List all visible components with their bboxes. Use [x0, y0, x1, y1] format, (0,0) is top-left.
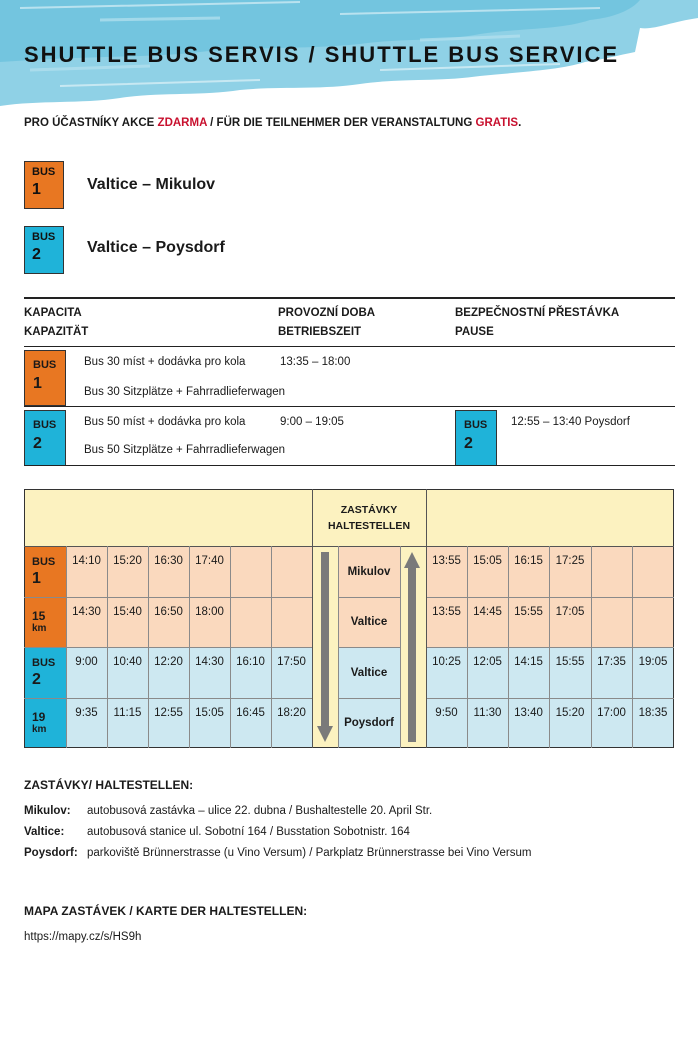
page-title: SHUTTLE BUS SERVIS / SHUTTLE BUS SERVICE: [24, 42, 620, 67]
time-cell: 13:55: [432, 606, 461, 618]
grid-line: [400, 546, 401, 748]
grid-line: [24, 747, 674, 748]
time-cell: 15:05: [473, 555, 502, 567]
time-cell: 14:15: [514, 656, 543, 668]
time-cell: 12:05: [473, 656, 502, 668]
timetable: [24, 489, 674, 748]
time-cell: 16:30: [154, 555, 183, 567]
time-cell: [591, 597, 632, 627]
time-cell: [230, 546, 271, 576]
grid-line: [24, 647, 312, 648]
bus-1-label: BUS 1: [32, 555, 56, 587]
time-cell: 10:25: [432, 656, 461, 668]
capacity-header-rule: [24, 346, 675, 347]
capacity-bus-2-de: Bus 50 Sitzplätze + Fahrradlieferwagen: [84, 444, 286, 456]
time-cell: [230, 597, 271, 627]
grid-line: [591, 546, 592, 748]
grid-line: [338, 546, 339, 748]
time-cell: 10:40: [113, 656, 142, 668]
time-cell: 9:50: [435, 707, 458, 719]
capacity-bus-1-cz: Bus 30 míst + dodávka pro kola: [84, 356, 246, 368]
grid-line: [189, 546, 190, 748]
time-cell: 17:25: [555, 555, 585, 567]
time-cell: 14:10: [72, 555, 101, 567]
route-name-2: Valtice – Poysdorf: [87, 239, 225, 256]
stop-info-mikulov: Mikulov: autobusová zastávka – ulice 22. dubna / Bushaltestelle 20. April Str.: [24, 805, 433, 817]
grid-line: [426, 489, 427, 748]
time-cell: 13:55: [432, 555, 461, 567]
grid-line: [673, 489, 674, 748]
stop-name: Poysdorf: [344, 717, 394, 729]
arrow-up-icon: [404, 552, 420, 742]
time-cell: 17:05: [555, 606, 585, 618]
time-cell: 19:05: [638, 656, 668, 668]
arrow-down-icon: [317, 552, 333, 742]
time-cell: 15:40: [113, 606, 142, 618]
map-link[interactable]: https://mapy.cz/s/HS9h: [24, 931, 142, 943]
time-cell: 14:30: [195, 656, 224, 668]
grid-line: [271, 546, 272, 748]
grid-line: [230, 546, 231, 748]
capacity-bus-2-cz: Bus 50 míst + dodávka pro kola: [84, 416, 246, 428]
bus-1-distance: 15 km: [32, 608, 47, 635]
time-cell: [271, 597, 312, 627]
time-cell: 9:35: [75, 707, 98, 719]
grid-line: [312, 489, 313, 748]
time-cell: 17:00: [597, 707, 626, 719]
route-name-1: Valtice – Mikulov: [87, 176, 216, 193]
grid-line: [107, 546, 108, 748]
grid-line: [338, 698, 400, 699]
stops-header: ZASTÁVKY HALTESTELLEN: [327, 503, 411, 532]
grid-line: [338, 647, 400, 648]
stop-info-valtice: Valtice: autobusová stanice ul. Sobotní 164 / Busstation Sobotnistr. 164: [24, 826, 410, 838]
time-cell: 18:00: [195, 606, 224, 618]
grid-line: [632, 546, 633, 748]
stops-section-title: ZASTÁVKY/ HALTESTELLEN:: [24, 778, 194, 792]
grid-line: [66, 546, 67, 748]
time-cell: 12:55: [154, 707, 183, 719]
time-cell: 16:15: [514, 555, 543, 567]
grid-line: [24, 489, 674, 490]
stop-info-poysdorf: Poysdorf: parkoviště Brünnerstrasse (u Vino Versum) / Parkplatz Brünnerstrasse bei Vino Versum: [24, 847, 532, 859]
grid-line: [426, 647, 674, 648]
capacity-bus-1-de: Bus 30 Sitzplätze + Fahrradlieferwagen: [84, 386, 286, 398]
time-cell: 16:10: [236, 656, 265, 668]
grid-line: [426, 698, 674, 699]
capacity-bottom-rule: [24, 465, 675, 466]
time-cell: 9:00: [75, 656, 98, 668]
time-cell: [591, 546, 632, 576]
grid-line: [508, 546, 509, 748]
time-cell: 14:45: [473, 606, 502, 618]
capacity-top-rule: [24, 297, 675, 299]
grid-line: [338, 597, 400, 598]
grid-line: [24, 698, 312, 699]
capacity-bus-1-badge: BUS 1: [24, 350, 66, 406]
time-cell: 17:35: [597, 656, 626, 668]
time-cell: [271, 546, 312, 576]
capacity-bus-1-time: 13:35 – 18:00: [280, 356, 351, 368]
time-cell: 12:20: [154, 656, 183, 668]
time-cell: [632, 597, 674, 627]
bus-2-distance: 19 km: [32, 709, 47, 736]
grid-line: [467, 546, 468, 748]
capacity-row-rule: [24, 406, 675, 407]
pause-bus-2-time: 12:55 – 13:40 Poysdorf: [511, 416, 630, 428]
grid-line: [426, 597, 674, 598]
time-cell: 15:55: [514, 606, 543, 618]
time-cell: 11:15: [113, 707, 142, 719]
grid-line: [549, 546, 550, 748]
time-cell: 16:45: [236, 707, 265, 719]
operating-time-header: PROVOZNÍ DOBA BETRIEBSZEIT: [278, 307, 376, 338]
time-cell: 15:20: [555, 707, 585, 719]
grid-line: [24, 489, 25, 748]
time-cell: 18:35: [638, 707, 668, 719]
time-cell: 15:05: [195, 707, 224, 719]
time-cell: [632, 546, 674, 576]
time-cell: 13:40: [514, 707, 543, 719]
free-highlight-de: GRATIS: [475, 117, 519, 129]
time-cell: 14:30: [72, 606, 101, 618]
capacity-bus-2-time: 9:00 – 19:05: [280, 416, 344, 428]
route-badge-bus-1: BUS 1: [24, 161, 64, 209]
time-cell: 17:50: [277, 656, 306, 668]
bus-2-label: BUS 2: [32, 656, 56, 688]
time-cell: 15:20: [113, 555, 142, 567]
stop-name: Valtice: [350, 666, 388, 679]
stop-name: Mikulov: [347, 565, 391, 578]
time-cell: 11:30: [473, 707, 502, 719]
pause-header: BEZPEČNOSTNÍ PŘESTÁVKA PAUSE: [455, 307, 620, 338]
free-highlight-cz: ZDARMA: [157, 117, 207, 129]
time-cell: 16:50: [154, 606, 183, 618]
map-section-title: MAPA ZASTÁVEK / KARTE DER HALTESTELLEN:: [24, 904, 308, 918]
pause-bus-2-badge: BUS 2: [455, 410, 497, 466]
time-cell: 18:20: [277, 707, 306, 719]
stop-name: Valtice: [350, 616, 388, 628]
intro-text: PRO ÚČASTNÍKY AKCE ZDARMA / FÜR DIE TEILNEHMER DER VERANSTALTUNG GRATIS.: [24, 117, 522, 129]
time-cell: 15:55: [555, 656, 585, 668]
grid-line: [148, 546, 149, 748]
grid-line: [24, 546, 674, 547]
capacity-bus-2-badge: BUS 2: [24, 410, 66, 466]
route-badge-bus-2: BUS 2: [24, 226, 64, 274]
time-cell: 17:40: [195, 555, 224, 567]
grid-line: [24, 597, 312, 598]
capacity-header: KAPACITA KAPAZITÄT: [24, 307, 89, 338]
